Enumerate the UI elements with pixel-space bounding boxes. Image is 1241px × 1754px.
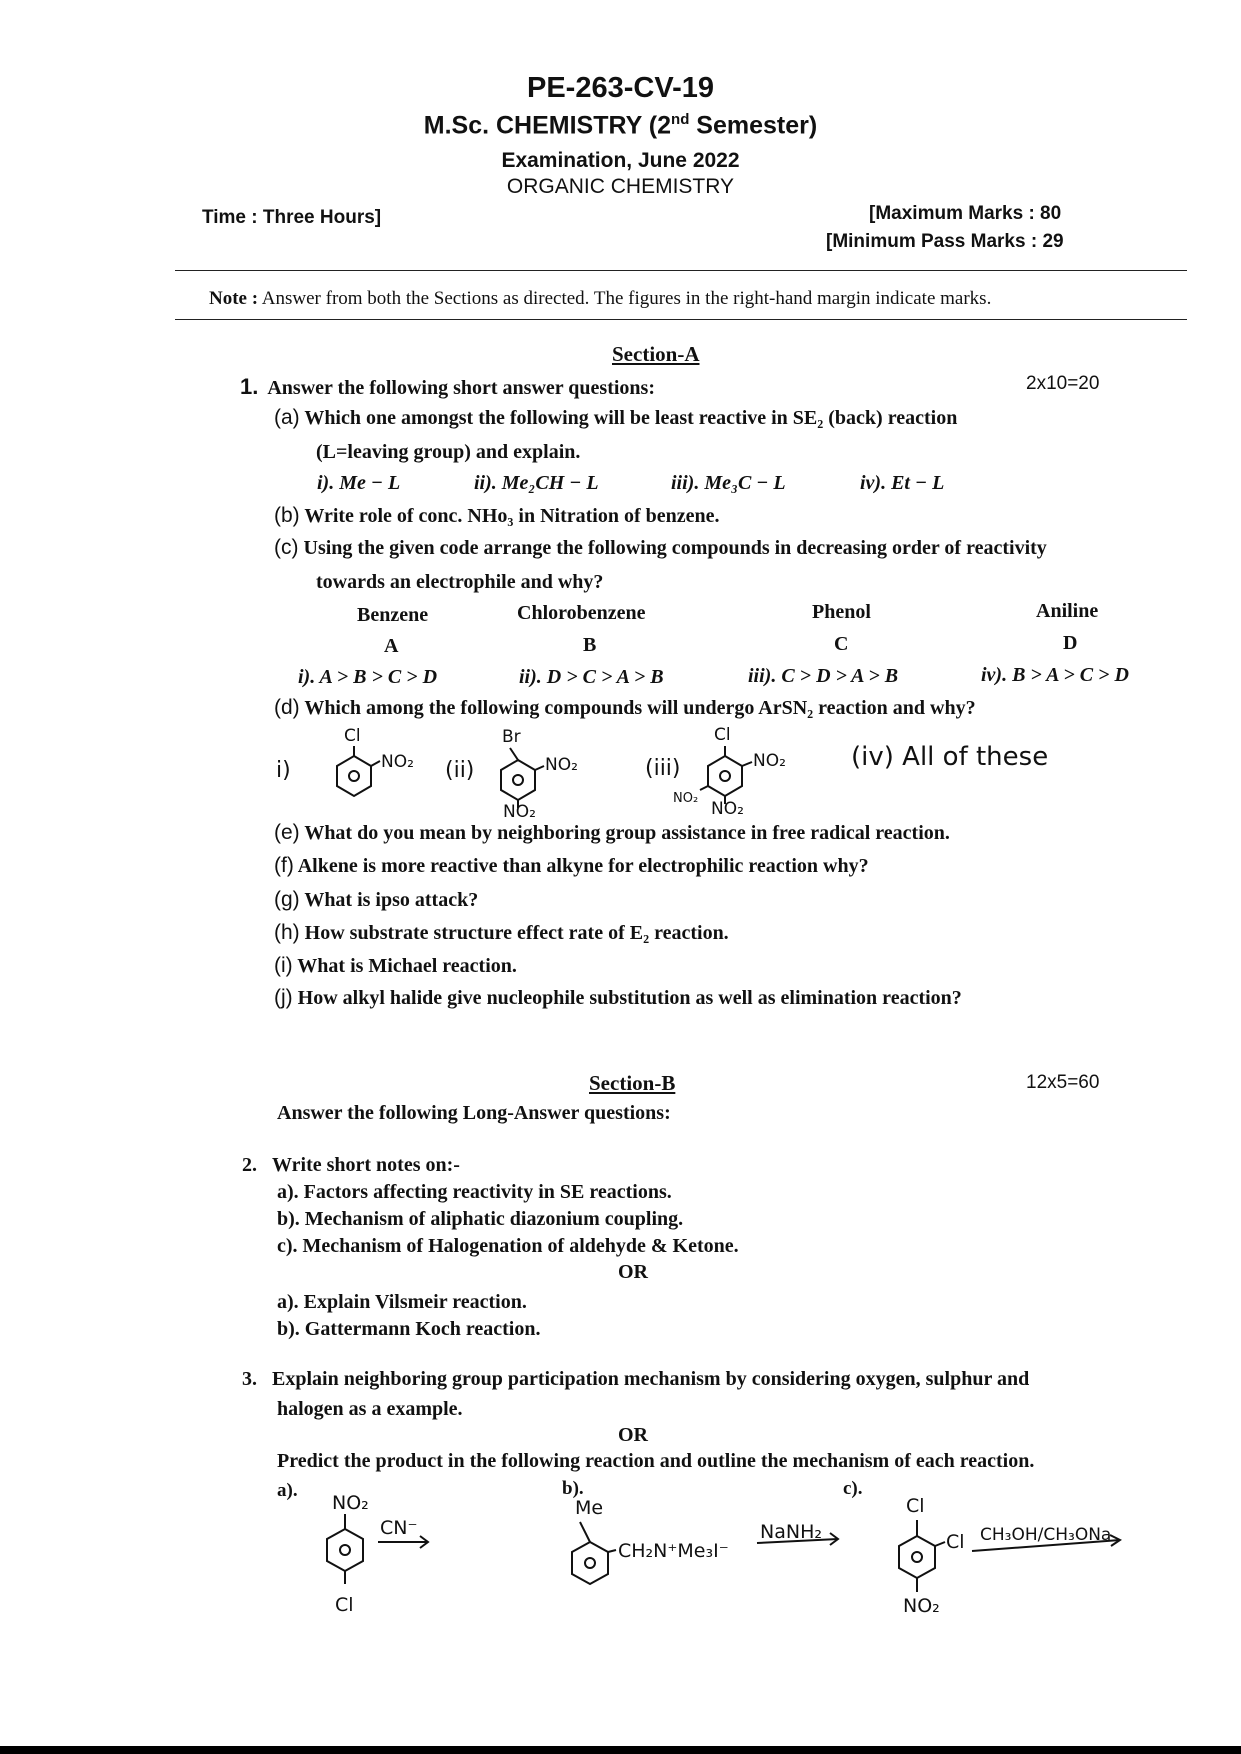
question-3-predict: Predict the product in the following reaction and outline the mechanism of each reaction. <box>277 1450 1035 1472</box>
question-2-item-c: c). Mechanism of Halogenation of aldehyde & Ketone. <box>277 1235 739 1257</box>
time-allowed: Time : Three Hours] <box>202 207 382 228</box>
structures-1d <box>0 716 1241 826</box>
question-2-alt-a: a). Explain Vilsmeir reaction. <box>277 1291 527 1313</box>
benzene-ring-reaction-c <box>899 1536 935 1578</box>
section-b-marks: 12x5=60 <box>1026 1072 1100 1093</box>
me-label-reaction-b: Me <box>575 1497 604 1519</box>
no2-label-1d-i: NO₂ <box>381 752 414 772</box>
code-c: C <box>834 633 849 655</box>
ammonium-group-label: CH₂N⁺Me₃I⁻ <box>618 1540 729 1562</box>
aromatic-circle-1d-ii <box>513 775 523 785</box>
benzene-ring-1d-iii <box>708 756 742 796</box>
reaction-a-label: a). <box>277 1480 298 1501</box>
no2-label-1d-ii-side: NO₂ <box>545 755 578 775</box>
question-2-or: OR <box>618 1261 648 1283</box>
compound-chlorobenzene: Chlorobenzene <box>517 602 646 624</box>
cl-label-reaction-a: Cl <box>335 1594 354 1616</box>
cl-label-reaction-c-side: Cl <box>946 1531 965 1553</box>
no2-label-1d-iii-side: NO₂ <box>753 751 786 771</box>
question-1a: (a) Which one amongst the following will be least reactive in SE₂ (back) reaction <box>274 406 958 429</box>
aromatic-circle-reaction-a <box>340 1545 350 1555</box>
code-b: B <box>583 634 597 656</box>
question-1: 1. Answer the following short answer questions: <box>240 374 655 399</box>
question-1c: (c) Using the given code arrange the following compounds in decreasing order of reactivity <box>274 536 1047 559</box>
section-a-title: Section-A <box>612 342 700 366</box>
no2-label-1d-iii-bottom: NO₂ <box>711 799 744 819</box>
divider-bottom <box>175 319 1187 320</box>
question-2-item-a: a). Factors affecting reactivity in SE reactions. <box>277 1181 672 1203</box>
paper-code: PE-263-CV-19 <box>527 72 714 104</box>
br-label-1d-ii: Br <box>502 727 521 747</box>
question-1g: (g) What is ipso attack? <box>274 888 479 911</box>
question-1j: (j) How alkyl halide give nucleophile substitution as well as elimination reaction? <box>274 986 962 1009</box>
cl-label-1d-iii: Cl <box>714 725 731 745</box>
question-1f: (f) Alkene is more reactive than alkyne for electrophilic reaction why? <box>274 854 869 877</box>
aromatic-circle-reaction-b <box>585 1558 595 1568</box>
option-1d-iii: (iii) <box>645 756 681 781</box>
question-2: 2. Write short notes on:- <box>242 1154 460 1176</box>
question-3: 3. Explain neighboring group participation mechanism by considering oxygen, sulphur and <box>242 1368 1030 1390</box>
scan-bottom-edge <box>0 1746 1241 1754</box>
note <box>209 288 991 310</box>
question-2-item-b: b). Mechanism of aliphatic diazonium coupling. <box>277 1208 684 1230</box>
note-text: Answer from both the Sections as directed. The figures in the right-hand margin indicate marks. <box>261 288 992 309</box>
no2-label-reaction-a: NO₂ <box>332 1492 369 1514</box>
reaction-b-label: b). <box>562 1478 584 1499</box>
benzene-ring-reaction-b <box>572 1542 608 1584</box>
option-1c-iv: iv). B > A > C > D <box>981 664 1129 686</box>
benzene-ring-reaction-a <box>327 1529 363 1571</box>
question-1h: (h) How substrate structure effect rate of E₂ reaction. <box>274 921 729 944</box>
question-1b: (b) Write role of conc. NHo₃ in Nitration of benzene. <box>274 504 720 527</box>
cl-label-1d-i: Cl <box>344 726 361 746</box>
subject-title: ORGANIC CHEMISTRY <box>506 175 735 198</box>
no2-label-reaction-c: NO₂ <box>903 1595 940 1617</box>
question-1i: (i) What is Michael reaction. <box>274 954 517 977</box>
option-1a-iv: iv). Et − L <box>860 472 945 494</box>
question-2-alt-b: b). Gattermann Koch reaction. <box>277 1318 541 1340</box>
question-3-line2: halogen as a example. <box>277 1398 463 1420</box>
option-1a-i: i). Me − L <box>317 472 401 494</box>
minimum-pass-marks: [Minimum Pass Marks : 29 <box>826 231 1064 252</box>
question-1d: (d) Which among the following compounds will undergo ArSN₂ reaction and why? <box>274 696 976 719</box>
nanh2-label: NaNH₂ <box>760 1521 822 1543</box>
option-1a-iii: iii). Me₃C − L <box>671 472 786 494</box>
reaction-c-label: c). <box>843 1478 863 1499</box>
option-1d-ii: (ii) <box>445 758 475 783</box>
question-1e: (e) What do you mean by neighboring group assistance in free radical reaction. <box>274 821 950 844</box>
code-d: D <box>1063 632 1078 654</box>
compound-aniline: Aniline <box>1036 600 1099 622</box>
question-1a-line2: (L=leaving group) and explain. <box>316 441 581 463</box>
option-1c-i: i). A > B > C > D <box>298 666 438 688</box>
cl-label-reaction-c-top: Cl <box>906 1495 925 1517</box>
divider-top <box>175 270 1187 271</box>
option-1d-i: i) <box>276 758 291 783</box>
benzene-ring-1d-i <box>337 756 371 796</box>
question-1c-line2: towards an electrophile and why? <box>316 571 604 593</box>
reaction-structures <box>0 1484 1241 1624</box>
aromatic-circle-1d-iii <box>720 771 730 781</box>
no2-label-1d-ii-bottom: NO₂ <box>503 802 536 822</box>
maximum-marks: [Maximum Marks : 80 <box>869 203 1062 224</box>
question-1-marks: 2x10=20 <box>1026 373 1100 394</box>
compound-benzene: Benzene <box>357 604 429 626</box>
section-b-title: Section-B <box>589 1071 676 1095</box>
question-3-or: OR <box>618 1424 648 1446</box>
exam-title: Examination, June 2022 <box>501 149 740 172</box>
option-1a-ii: ii). Me₂CH − L <box>474 472 599 494</box>
no2-label-1d-iii-left: NO₂ <box>673 791 699 806</box>
aromatic-circle-reaction-c <box>912 1552 922 1562</box>
code-a: A <box>384 635 399 657</box>
option-1c-ii: ii). D > C > A > B <box>519 666 664 688</box>
reagent-label-reaction-c: CH₃OH/CH₃ONa <box>980 1525 1112 1545</box>
note-label: Note : <box>209 288 259 309</box>
option-1c-iii: iii). C > D > A > B <box>748 665 899 687</box>
cyanide-label: CN⁻ <box>380 1517 418 1539</box>
aromatic-circle-1d-i <box>349 771 359 781</box>
course-title: M.Sc. CHEMISTRY (2nd Semester) <box>423 111 818 140</box>
benzene-ring-1d-ii <box>501 760 535 800</box>
option-1d-iv: (iv) All of these <box>851 742 1049 772</box>
section-b-intro: Answer the following Long-Answer questions: <box>277 1102 671 1124</box>
compound-phenol: Phenol <box>812 601 871 623</box>
